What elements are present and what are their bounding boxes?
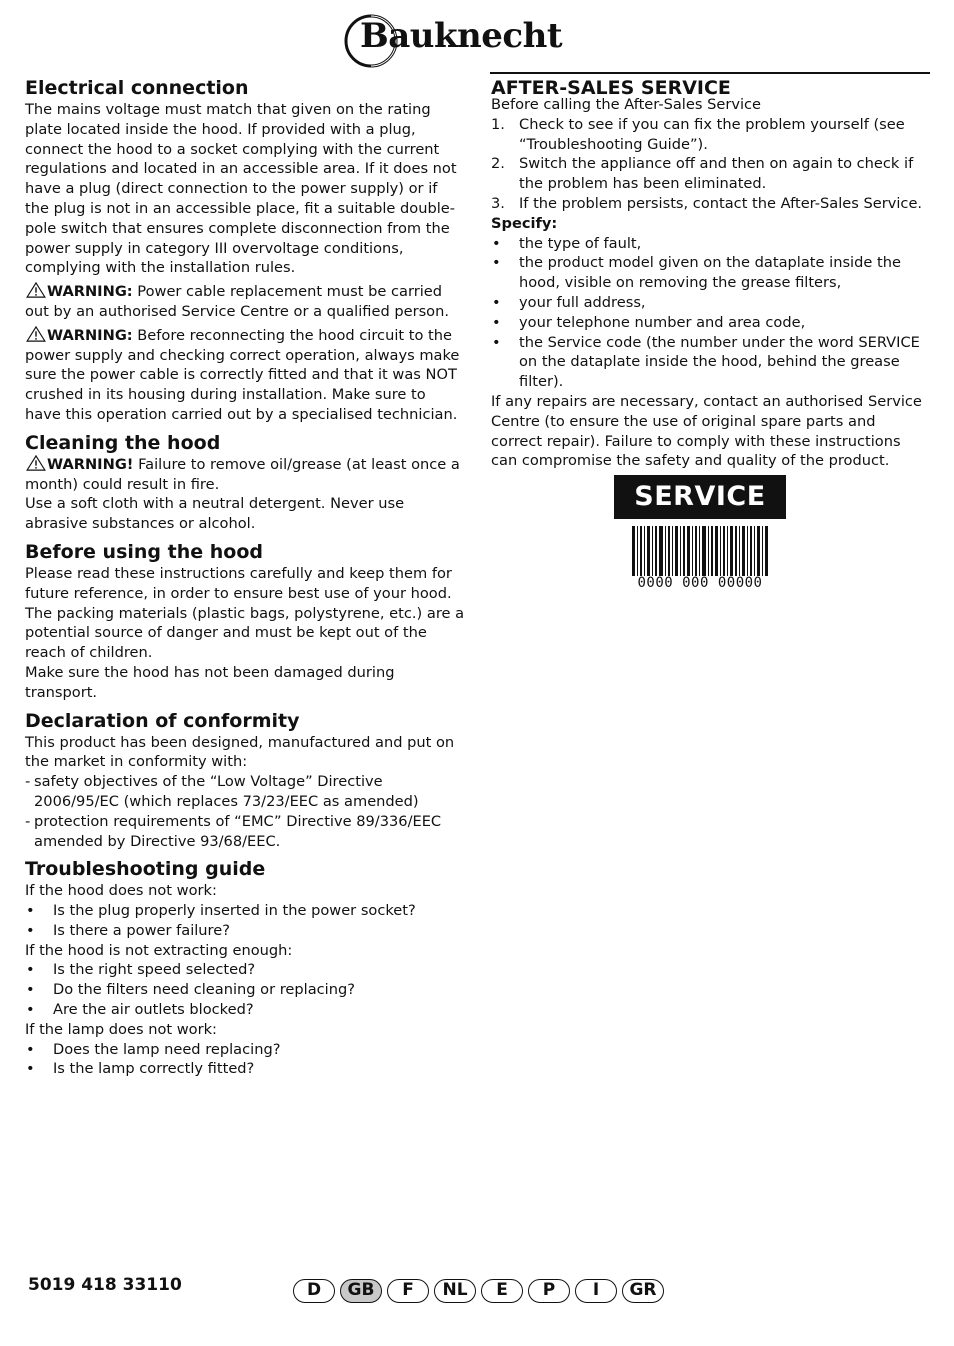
list-item: 2. Switch the appliance off and then on again to check if the problem has been eliminated. [491,155,914,193]
list-item: 3. If the problem persists, contact the After-Sales Service. [491,194,923,212]
before-p2: The packing materials (plastic bags, polystyrene, etc.) are a potential source of danger and must be kept out of the reach of children. [25,604,465,662]
warning-grease [25,455,465,495]
language-selector [293,1279,664,1303]
list-item: • Is there a power failure? [25,921,465,941]
conformity-intro: This product has been designed, manufactured and put on the market in conformity with: [25,733,455,771]
after-sales-steps [491,115,931,214]
warning-triangle-icon [25,455,47,471]
trouble-list [25,901,465,941]
trouble-group-label: If the hood is not extracting enough: [25,941,293,959]
warning-text: Power cable replacement must be carried out by an authorised Service Centre or a qualified person. [25,283,450,320]
list-item: • the type of fault, [491,234,931,254]
warning-triangle-icon [25,282,47,298]
left-column [25,76,465,1085]
document-code: 5019 418 33110 [28,1275,182,1295]
warning-label: WARNING: [47,326,133,344]
language-f: F [387,1279,429,1303]
warning-text: Before reconnecting the hood circuit to the power supply and checking correct operation, always make sure the power cable is correctly fitted and that it was NOT crushed in its housing during installation. Make sure to have this operation carried out by a specialised technician. [25,326,460,423]
list-item: • Are the air outlets blocked? [25,1000,465,1020]
list-item: • Does the lamp need replacing? [25,1040,465,1060]
heading-after-sales: AFTER-SALES SERVICE [491,77,731,99]
warning-cable [25,282,465,322]
trouble-group-label: If the hood does not work: [25,882,217,900]
header-rule [490,72,930,74]
list-item: • Is the plug properly inserted in the power socket? [25,901,465,921]
heading-conformity: Declaration of conformity [25,709,300,732]
before-p1: Please read these instructions carefully and keep them for future reference, in order to ensure best use of your hood. [25,564,452,602]
warning-text: Failure to remove oil/grease (at least once a month) could result in fire. [25,455,460,493]
heading-before-use: Before using the hood [25,540,263,563]
section-before-use [25,540,465,703]
right-column [491,76,931,471]
warning-reconnect [25,326,465,425]
warning-label: WARNING! [47,455,134,473]
electrical-body: The mains voltage must match that given on the rating plate located inside the hood. If provided with a plug, connect the hood to a socket complying with the current regulations and located in an accessible area. If it does not have a plug (direct connection to the power supply) or if the plug is not in an accessible place, fit a suitable double-pole switch that ensures complete disconnection from the power supply in category III overvoltage conditions, complying with the installation rules. [25,101,457,277]
warning-label: WARNING: [47,283,133,301]
list-item: • the product model given on the dataplate inside the hood, visible on removing the grease filters, [491,253,931,293]
barcode-icon [632,526,768,576]
service-code: 0000 000 00000 [637,575,763,591]
conformity-item: - protection requirements of “EMC” Directive 89/336/EEC amended by Directive 93/68/EEC. [25,812,442,850]
conformity-item: - safety objectives of the “Low Voltage” Directive 2006/95/EC (which replaces 73/23/EEC as amended) [25,773,419,810]
service-label: SERVICE [614,475,786,519]
list-item: • Is the right speed selected? [25,960,465,980]
list-item: 1. Check to see if you can fix the problem yourself (see “Troubleshooting Guide”). [491,115,905,153]
language-i: I [575,1279,617,1303]
heading-troubleshooting: Troubleshooting guide [25,858,266,881]
language-gr: GR [622,1279,664,1303]
list-item: • your telephone number and area code, [491,313,931,333]
language-e: E [481,1279,523,1303]
specify-label: Specify: [491,214,558,232]
list-item: • your full address, [491,293,931,313]
warning-triangle-icon [25,326,47,342]
before-p3: Make sure the hood has not been damaged during transport. [25,663,395,701]
heading-cleaning: Cleaning the hood [25,431,221,454]
language-d: D [293,1279,335,1303]
section-cleaning [25,431,465,534]
cleaning-body: Use a soft cloth with a neutral detergent. Never use abrasive substances or alcohol. [25,495,405,533]
trouble-list [25,960,465,1019]
language-nl: NL [434,1279,476,1303]
specify-list [491,234,931,392]
list-item: • the Service code (the number under the word SERVICE on the dataplate inside the hood, behind the grease filter). [491,333,931,392]
language-gb: GB [340,1279,382,1303]
list-item: • Is the lamp correctly fitted? [25,1059,465,1079]
heading-electrical: Electrical connection [25,77,249,99]
brand-logo: Bauknecht [360,16,563,56]
trouble-list [25,1040,465,1080]
after-sales-outro: If any repairs are necessary, contact an authorised Service Centre (to ensure the use of original spare parts and correct repair). Failure to comply with these instructions can compromise the safety and quality of the product. [491,392,922,470]
language-p: P [528,1279,570,1303]
section-conformity [25,709,465,852]
list-item: • Do the filters need cleaning or replacing? [25,980,465,1000]
section-electrical [25,76,465,425]
after-sales-intro: Before calling the After-Sales Service [491,96,762,113]
trouble-group-label: If the lamp does not work: [25,1020,217,1038]
section-troubleshooting [25,857,465,1079]
